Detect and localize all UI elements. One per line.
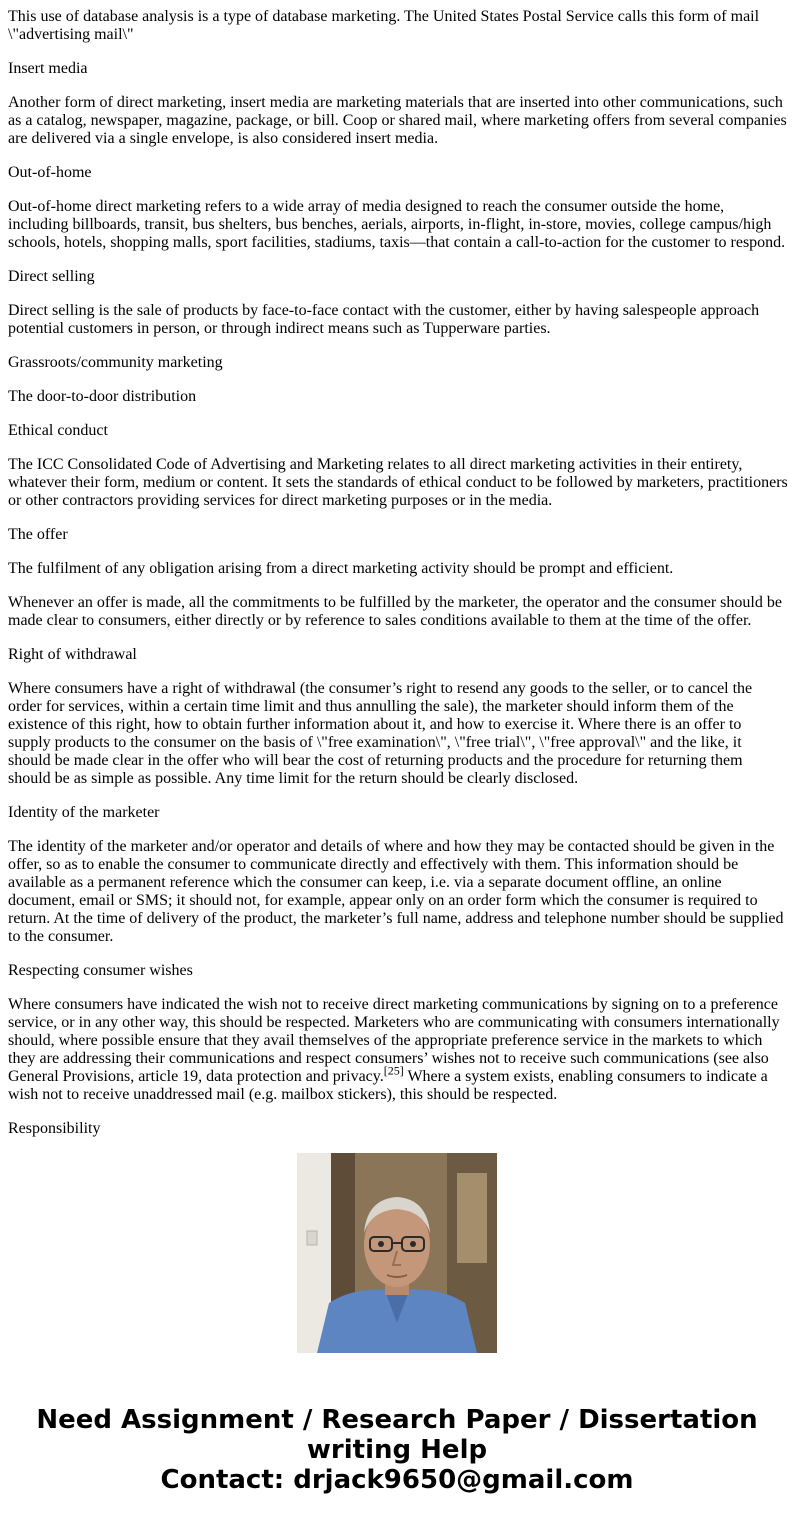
paragraph: This use of database analysis is a type of database marketing. The United States Postal Service calls this form of mail \"advertising mail\": [8, 8, 760, 43]
paragraph: Out-of-home direct marketing refers to a wide array of media designed to reach the consumer outside the home, including billboards, transit, bus shelters, bus benches, aerials, airports, in-flight, in-store, movies, college campus/high schools, hotels, shopping malls, sport facilities, stadiums, taxis—that contain a call-to-action for the customer to respond.: [8, 198, 786, 251]
paragraph-text: Where consumers have indicated the wish not to receive direct marketing communications by signing on to a preference service, or in any other way, this should be respected. Marketers who are communicating with consumers internationally should, where possible ensure that they avail themselves of the appropriate preference service in the markets to which they are addressing their communications and respect consumers’ wishes not to receive such communications (see also General Provisions, article 19, data protection and privacy.: [8, 996, 780, 1085]
person-photo: [297, 1153, 497, 1353]
contact-email[interactable]: Contact: drjack9650@gmail.com: [160, 1465, 634, 1495]
promo-block: [0, 1150, 794, 1495]
paragraph: The fulfilment of any obligation arising from a direct marketing activity should be prompt and efficient.: [8, 560, 674, 577]
article-body: [8, 0, 788, 1137]
paragraph: Another form of direct marketing, insert media are marketing materials that are inserted into other communications, such as a catalog, newspaper, magazine, package, or bill. Coop or shared mail, where marketing offers from several companies are delivered via a single envelope, is also considered insert media.: [8, 94, 787, 147]
avatar: [297, 1153, 497, 1353]
section-heading: The door-to-door distribution: [8, 388, 197, 405]
paragraph-text: Where a system exists, enabling consumers to indicate a wish not to receive unaddressed mail (e.g. mailbox stickers), this should be respected.: [8, 1068, 768, 1103]
paragraph: Whenever an offer is made, all the commitments to be fulfilled by the marketer, the operator and the consumer should be made clear to consumers, either directly or by reference to sales conditions available to them at the time of the offer.: [8, 594, 782, 629]
section-heading: Identity of the marketer: [8, 804, 160, 821]
promo-line: Need Assignment / Research Paper / Dissertation: [36, 1405, 758, 1435]
section-heading: Ethical conduct: [8, 422, 108, 439]
reference-link[interactable]: [25]: [383, 1063, 404, 1078]
paragraph: Direct selling is the sale of products by face-to-face contact with the customer, either by having salespeople approach potential customers in person, or through indirect means such as Tupperware parties.: [8, 302, 760, 337]
section-heading: Right of withdrawal: [8, 646, 137, 663]
paragraph: The identity of the marketer and/or operator and details of where and how they may be contacted should be given in the offer, so as to enable the consumer to communicate directly and effectively with them. This information should be available as a permanent reference which the consumer can keep, i.e. via a separate document offline, an online document, email or SMS; it should not, for example, appear only on an order form which the consumer is required to return. At the time of delivery of the product, the marketer’s full name, address and telephone number should be supplied to the consumer.: [8, 838, 784, 945]
paragraph: The ICC Consolidated Code of Advertising and Marketing relates to all direct marketing activities in their entirety, whatever their form, medium or content. It sets the standards of ethical conduct to be followed by marketers, practitioners or other contractors providing services for direct marketing purposes or in the media.: [8, 456, 788, 509]
section-heading: Respecting consumer wishes: [8, 962, 193, 979]
promo-line: writing Help: [306, 1435, 488, 1465]
section-heading: Insert media: [8, 60, 88, 77]
promo-text: [0, 1405, 794, 1495]
section-heading: Grassroots/community marketing: [8, 354, 223, 371]
section-heading: Responsibility: [8, 1120, 101, 1137]
paragraph: [8, 996, 788, 1104]
section-heading: The offer: [8, 526, 68, 543]
paragraph: Where consumers have a right of withdrawal (the consumer’s right to resend any goods to the seller, or to cancel the order for services, within a certain time limit and thus annulling the sale), the marketer should inform them of the existence of this right, how to obtain further information about it, and how to exercise it. Where there is an offer to supply products to the consumer on the basis of \"free examination\", \"free trial\", \"free approval\" and the like, it should be made clear in the offer who will bear the cost of returning products and the procedure for returning them should be as simple as possible. Any time limit for the return should be clearly disclosed.: [8, 680, 753, 787]
section-heading: Out-of-home: [8, 164, 92, 181]
section-heading: Direct selling: [8, 268, 95, 285]
